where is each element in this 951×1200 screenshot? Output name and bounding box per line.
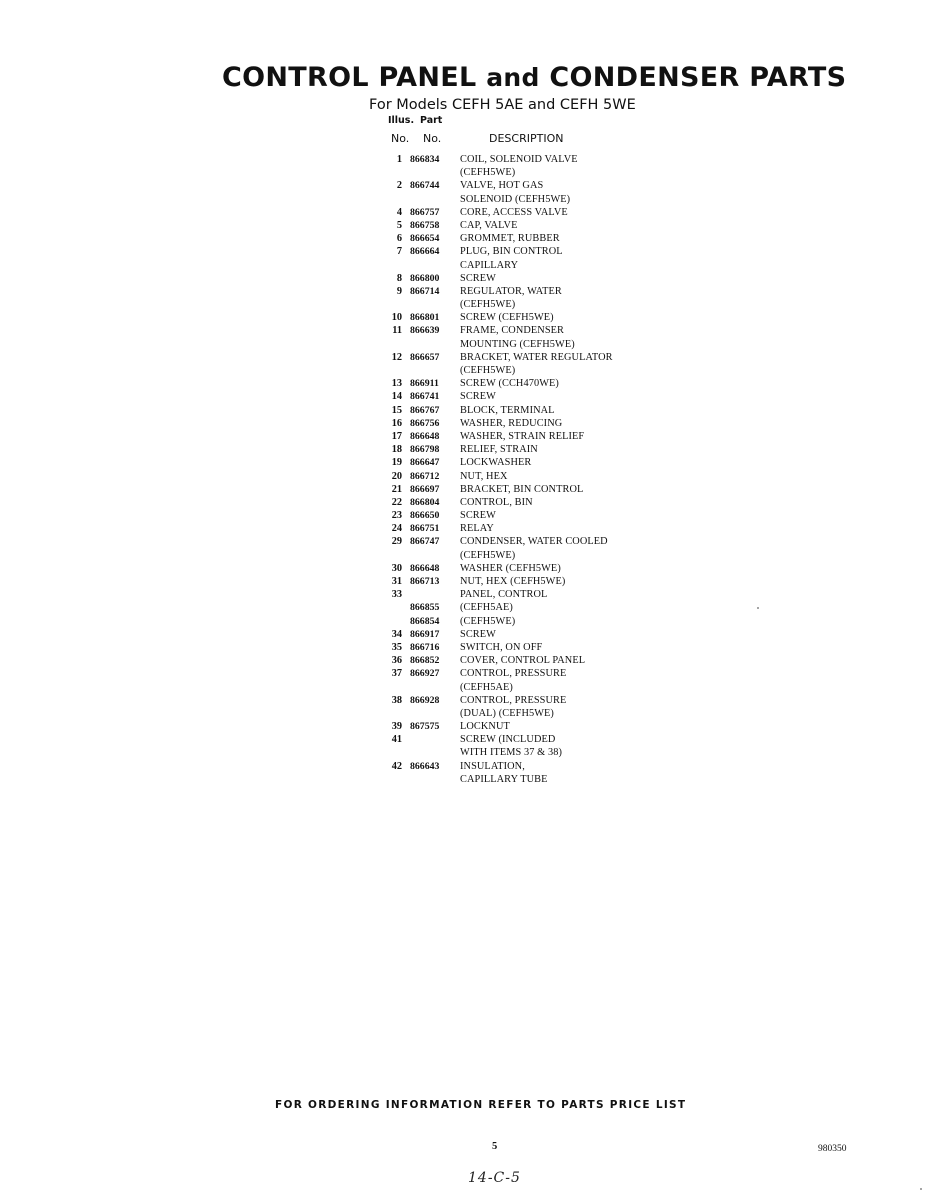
ordering-info-note: FOR ORDERING INFORMATION REFER TO PARTS PRICE LIST: [275, 1099, 687, 1111]
illus-number: 5: [396, 219, 402, 231]
table-row: [380, 615, 670, 628]
part-description: SCREW (CCH470WE): [460, 378, 559, 390]
part-description: PLUG, BIN CONTROL: [460, 246, 563, 258]
part-number: 866657: [410, 351, 440, 363]
part-number: [410, 166, 460, 179]
illus-number: 42: [391, 760, 402, 772]
table-row: [380, 483, 670, 496]
part-description: CAPILLARY: [460, 259, 519, 271]
part-description: NUT, HEX: [460, 470, 508, 482]
illus-number: 11: [392, 325, 402, 337]
part-number: 866801: [410, 312, 440, 324]
part-number: [410, 364, 460, 377]
part-number: 866712: [410, 470, 440, 482]
part-description: BLOCK, TERMINAL: [460, 404, 555, 416]
part-description: CONTROL, BIN: [460, 496, 533, 508]
illus-number: 36: [391, 655, 402, 667]
part-number: 866804: [410, 496, 440, 508]
models-subtitle: For Models CEFH 5AE and CEFH 5WE: [369, 97, 636, 113]
table-row: [380, 562, 670, 575]
part-description: GROMMET, RUBBER: [460, 233, 560, 245]
part-description: WASHER, STRAIN RELIEF: [460, 430, 585, 442]
part-number: 866714: [410, 285, 440, 297]
part-number: 866643: [410, 760, 440, 772]
table-row: [380, 549, 670, 562]
part-description: LOCKNUT: [460, 721, 510, 733]
illus-number: [380, 166, 410, 179]
part-number: [410, 298, 460, 311]
part-description: (CEFH5WE): [460, 549, 516, 561]
table-row: [380, 179, 670, 192]
table-row: [380, 694, 670, 707]
part-number: 866834: [410, 154, 440, 165]
part-number: 866751: [410, 523, 440, 535]
part-description: BRACKET, BIN CONTROL: [460, 483, 584, 495]
part-description: COVER, CONTROL PANEL: [460, 655, 586, 667]
table-row: [380, 272, 670, 285]
part-number: 866647: [410, 457, 440, 469]
illus-number: 23: [391, 510, 402, 522]
part-description: (CEFH5WE): [460, 615, 516, 627]
part-description: (CEFH5WE): [460, 365, 516, 376]
parts-table: [380, 153, 670, 786]
table-row: [380, 681, 670, 694]
part-number: [410, 707, 460, 720]
part-number: 866917: [410, 628, 440, 640]
table-row: [380, 166, 670, 179]
illus-number: [380, 298, 410, 311]
part-number: 866716: [410, 641, 440, 653]
part-number: [410, 193, 460, 206]
part-description: RELAY: [460, 523, 494, 535]
table-row: [380, 496, 670, 509]
table-row: [380, 338, 670, 351]
illus-number: 17: [391, 430, 402, 442]
part-number: 866911: [410, 378, 439, 390]
part-number: 866650: [410, 510, 440, 522]
table-row: [380, 720, 670, 733]
part-number: [410, 588, 460, 601]
table-row: [380, 153, 670, 166]
part-description: (CEFH5WE): [460, 167, 516, 179]
illus-number: [380, 615, 410, 628]
illus-number: 8: [396, 272, 402, 284]
illus-number: [380, 338, 410, 351]
part-number: [410, 549, 460, 562]
table-row: [380, 232, 670, 245]
table-row: [380, 324, 670, 337]
part-header-top: Part: [420, 115, 443, 126]
part-number: 867575: [410, 721, 440, 733]
illus-number: 4: [396, 206, 402, 218]
illus-number: [380, 681, 410, 694]
part-description: FRAME, CONDENSER: [460, 325, 565, 337]
part-description: INSULATION,: [460, 760, 525, 772]
illus-number: 24: [391, 523, 402, 535]
table-row: [380, 654, 670, 667]
part-description: RELIEF, STRAIN: [460, 444, 538, 456]
table-row: [380, 601, 670, 614]
table-row: [380, 311, 670, 324]
part-number: [410, 773, 460, 786]
part-number: [410, 746, 460, 759]
illus-number: [380, 364, 410, 377]
part-description: (CEFH5WE): [460, 299, 516, 311]
part-description: REGULATOR, WATER: [460, 285, 562, 297]
table-row: [380, 628, 670, 641]
part-no-header: No.: [423, 132, 442, 145]
part-description: SCREW: [460, 628, 496, 640]
part-description: CONDENSER, WATER COOLED: [460, 536, 608, 548]
illus-number: 14: [391, 391, 402, 403]
table-row: [380, 285, 670, 298]
illus-number: 34: [391, 628, 402, 640]
illus-number: 37: [391, 668, 402, 680]
table-row: [380, 746, 670, 759]
illus-number: 18: [391, 444, 402, 456]
illus-no-header: No.: [391, 132, 410, 145]
illus-number: 30: [391, 562, 402, 574]
part-description: NUT, HEX (CEFH5WE): [460, 576, 566, 587]
title-and: and: [486, 63, 540, 92]
illus-number: 20: [391, 470, 402, 482]
part-description: VALVE, HOT GAS: [460, 180, 544, 192]
table-row: [380, 733, 670, 746]
illus-number: 9: [396, 285, 402, 297]
part-number: [410, 733, 460, 746]
part-description: SCREW: [460, 391, 496, 403]
page-title: [222, 62, 847, 93]
table-row: [380, 206, 670, 219]
part-description: CORE, ACCESS VALVE: [460, 206, 568, 218]
part-number: 866664: [410, 246, 440, 258]
part-number: 866854: [410, 615, 440, 627]
part-number: 866757: [410, 206, 440, 218]
illus-number: 12: [391, 351, 402, 363]
part-number: [410, 259, 460, 272]
illus-number: 1: [396, 154, 402, 165]
part-number: 866927: [410, 668, 440, 680]
illus-number: 19: [391, 457, 402, 469]
part-number: [410, 681, 460, 694]
part-description: (CEFH5AE): [460, 602, 513, 614]
table-row: [380, 417, 670, 430]
part-description: SCREW: [460, 272, 496, 284]
table-row: [380, 470, 670, 483]
part-description: BRACKET, WATER REGULATOR: [460, 351, 613, 363]
part-number: 866654: [410, 233, 440, 245]
illus-number: 13: [391, 378, 402, 390]
part-number: [410, 338, 460, 351]
table-row: [380, 535, 670, 548]
illus-number: [380, 193, 410, 206]
illus-number: [380, 601, 410, 614]
table-row: [380, 404, 670, 417]
handwritten-mark: 14-C-5: [468, 1170, 521, 1186]
table-row: [380, 430, 670, 443]
illus-number: 15: [391, 404, 402, 416]
table-row: [380, 588, 670, 601]
illus-number: 41: [391, 734, 402, 746]
part-number: 866928: [410, 694, 440, 706]
illus-number: 21: [391, 483, 402, 495]
illus-number: 2: [396, 180, 402, 192]
part-description: CAPILLARY TUBE: [460, 773, 548, 785]
part-description: MOUNTING (CEFH5WE): [460, 338, 575, 350]
illus-number: 6: [396, 233, 402, 245]
table-row: [380, 298, 670, 311]
table-row: [380, 509, 670, 522]
part-description: PANEL, CONTROL: [460, 589, 548, 601]
illus-number: [380, 707, 410, 720]
table-row: [380, 522, 670, 535]
part-description: SOLENOID (CEFH5WE): [460, 193, 571, 205]
part-description: SWITCH, ON OFF: [460, 641, 543, 653]
table-row: [380, 575, 670, 588]
part-number: 866758: [410, 219, 440, 231]
title-part-1: CONTROL PANEL: [222, 62, 487, 93]
part-number: 866744: [410, 180, 440, 192]
illus-number: 10: [391, 312, 402, 324]
table-row: [380, 773, 670, 786]
illus-number: 22: [391, 496, 402, 508]
part-description: WASHER, REDUCING: [460, 417, 563, 429]
part-number: 866798: [410, 444, 440, 456]
illus-number: 35: [391, 641, 402, 653]
title-part-2: CONDENSER PARTS: [539, 62, 847, 93]
part-description: SCREW: [460, 510, 496, 522]
part-number: 866713: [410, 576, 440, 587]
illus-number: 38: [391, 694, 402, 706]
part-description: CONTROL, PRESSURE: [460, 694, 567, 706]
part-description: CAP, VALVE: [460, 219, 518, 231]
table-row: [380, 707, 670, 720]
table-row: [380, 667, 670, 680]
illus-number: [380, 549, 410, 562]
part-number: 866747: [410, 536, 440, 548]
illus-number: 7: [396, 246, 402, 258]
part-number: 866756: [410, 417, 440, 429]
table-row: [380, 390, 670, 403]
part-number: 866741: [410, 391, 440, 403]
illus-number: 33: [391, 589, 402, 601]
part-number: 866697: [410, 483, 440, 495]
table-row: [380, 364, 670, 377]
table-row: [380, 760, 670, 773]
part-description: SCREW (CEFH5WE): [460, 312, 554, 324]
illus-number: [380, 773, 410, 786]
part-number: 866852: [410, 655, 440, 667]
part-number: 866648: [410, 562, 440, 574]
part-number: 866767: [410, 404, 440, 416]
part-description: LOCKWASHER: [460, 457, 532, 469]
part-description: SCREW (INCLUDED: [460, 734, 556, 746]
table-row: [380, 351, 670, 364]
illus-header-top: Illus.: [388, 115, 415, 126]
part-number: 866855: [410, 602, 440, 614]
part-number: 866639: [410, 325, 440, 337]
part-description: COIL, SOLENOID VALVE: [460, 154, 578, 165]
part-description: (DUAL) (CEFH5WE): [460, 707, 554, 719]
part-description: WITH ITEMS 37 & 38): [460, 747, 562, 759]
illus-number: 31: [391, 576, 402, 587]
scan-speck: [757, 607, 759, 609]
part-number: 866800: [410, 272, 440, 284]
table-row: [380, 193, 670, 206]
part-description: WASHER (CEFH5WE): [460, 562, 561, 574]
part-description: (CEFH5AE): [460, 681, 513, 693]
illus-number: [380, 259, 410, 272]
illus-number: 39: [391, 721, 402, 733]
table-row: [380, 245, 670, 258]
illus-number: 29: [391, 536, 402, 548]
table-row: [380, 377, 670, 390]
description-header: DESCRIPTION: [489, 132, 564, 145]
document-code: 980350: [818, 1144, 847, 1154]
part-number: 866648: [410, 430, 440, 442]
table-row: [380, 219, 670, 232]
part-description: CONTROL, PRESSURE: [460, 668, 567, 680]
illus-number: 16: [391, 417, 402, 429]
table-row: [380, 443, 670, 456]
scan-speck: [920, 1188, 922, 1190]
page-number: 5: [492, 1141, 498, 1152]
table-row: [380, 456, 670, 469]
illus-number: [380, 746, 410, 759]
table-row: [380, 641, 670, 654]
table-row: [380, 259, 670, 272]
